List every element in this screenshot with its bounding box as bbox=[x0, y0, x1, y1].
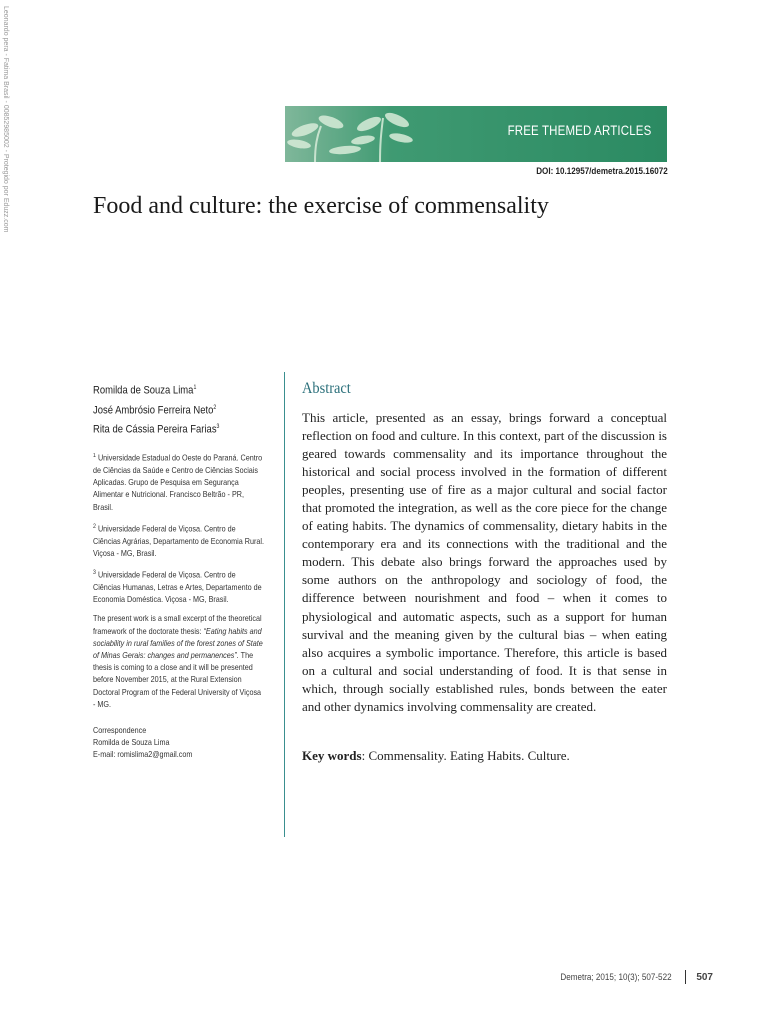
correspondence-name: Romilda de Souza Lima bbox=[93, 738, 170, 748]
section-banner bbox=[285, 106, 667, 162]
affiliation bbox=[93, 521, 265, 560]
correspondence bbox=[93, 725, 265, 762]
page-footer bbox=[548, 970, 713, 984]
note-intro: The present work is a small excerpt of the theoretical framework of the doctorate thesis: bbox=[93, 614, 262, 636]
abstract-body: This article, presented as an essay, brings forward a conceptual reflection on food and culture. In this context, part of the discussion is geared towards commensality and its importance throughout the historical and social process involved in the formation of different peoples, presenting use of fire as a major cultural and social factor that promoted the integration, as well as the core piece for the change of eating habits. The dynamics of commensality, dietary habits in the contemporary era and its connections with the traditional and the modern. This debate also brings forward the approaches used by some authors on the anthropology and sociology of food, the difference between nourishment and food – when it comes to physiological and automatic aspects, such as a support for human survival and the meaning given by the cultural bias – when eating also acquires a symbolic importance. Therefore, this article is based on a cultural and social understanding of food. It is that sense in which, through socially established rules, bonds between the eater and other dynamics involving commensality are created. bbox=[302, 410, 667, 714]
author-sup: 3 bbox=[216, 424, 220, 431]
author-name: Romilda de Souza Lima bbox=[93, 384, 194, 397]
affiliation bbox=[93, 450, 265, 514]
author bbox=[93, 419, 241, 439]
affiliation bbox=[93, 567, 265, 606]
affiliation-text: Universidade Estadual do Oeste do Paraná. Centro de Ciências da Saúde e Centro de Ciências Sociais Aplicadas. Grupo de Pesquisa em Segurança Alimentar e Nutricional. Francisco Beltrão - PR, Brasil. bbox=[93, 453, 263, 512]
footer-citation: Demetra; 2015; 10(3); 507-522 bbox=[560, 972, 672, 982]
correspondence-email: E-mail: romislima2@gmail.com bbox=[93, 750, 193, 760]
affiliations bbox=[93, 450, 265, 606]
keywords-text: : Commensality. Eating Habits. Culture. bbox=[361, 748, 570, 763]
affiliation-text: Universidade Federal de Viçosa. Centro de Ciências Humanas, Letras e Artes, Departamento de Economia Doméstica. Viçosa - MG, Brasil. bbox=[93, 570, 262, 605]
author bbox=[93, 400, 241, 420]
note-thesis-title: “Eating habits and sociability in rural families of the forest zones of State of Minas Gerais: changes and permanences”. bbox=[93, 626, 263, 661]
author-name: José Ambrósio Ferreira Neto bbox=[93, 404, 214, 417]
keywords-label: Key words bbox=[302, 748, 362, 763]
watermark bbox=[0, 6, 11, 306]
author-list bbox=[93, 380, 265, 439]
author-info-column bbox=[93, 380, 265, 762]
column-divider bbox=[284, 372, 285, 837]
watermark-text: Leonardo pera - Fatima Brasil - 00852985002 - Protegido por Eduzz.com bbox=[2, 6, 9, 233]
leaf-ornament-icon bbox=[285, 106, 425, 162]
author-sup: 1 bbox=[193, 385, 197, 391]
abstract-heading: Abstract bbox=[302, 380, 351, 397]
thesis-note bbox=[93, 613, 265, 711]
correspondence-heading: Correspondence bbox=[93, 726, 147, 736]
author-sup: 2 bbox=[213, 404, 217, 411]
section-label: FREE THEMED ARTICLES bbox=[507, 122, 651, 138]
page-number: 507 bbox=[696, 971, 713, 983]
author bbox=[93, 380, 241, 400]
keywords bbox=[302, 748, 667, 764]
author-name: Rita de Cássia Pereira Farias bbox=[93, 423, 217, 436]
doi: DOI: 10.12957/demetra.2015.16072 bbox=[536, 166, 668, 177]
article-title: Food and culture: the exercise of commensality bbox=[93, 193, 549, 219]
note-rest: The thesis is coming to a close and it will be presented before November 2015, at the Rural Extension Doctoral Program of the Federal University of Viçosa - MG. bbox=[93, 651, 262, 709]
affiliation-sup: 2 bbox=[93, 523, 96, 530]
footer-separator bbox=[685, 970, 686, 984]
affiliation-sup: 1 bbox=[93, 452, 96, 459]
affiliation-text: Universidade Federal de Viçosa. Centro de Ciências Agrárias, Departamento de Economia Rural. Viçosa - MG, Brasil. bbox=[93, 524, 265, 558]
affiliation-sup: 3 bbox=[93, 570, 96, 577]
